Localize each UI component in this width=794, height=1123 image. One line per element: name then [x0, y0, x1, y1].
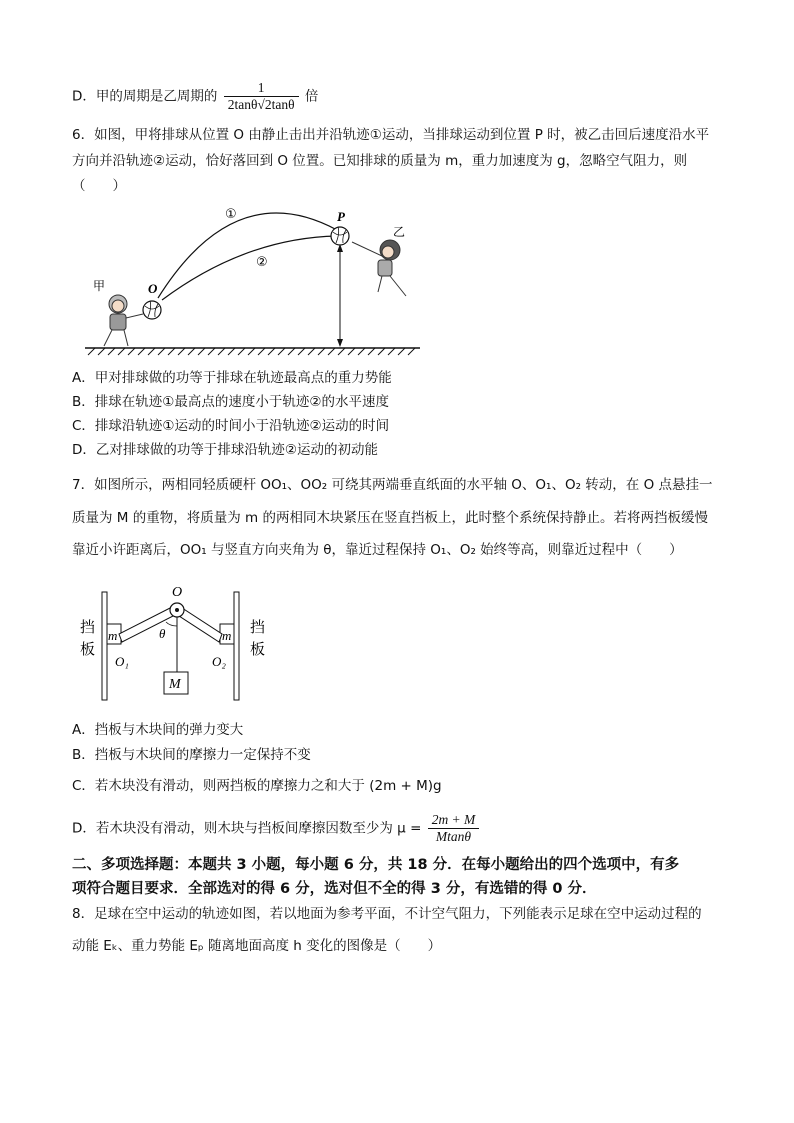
q6-stem-line-2: 方向并沿轨迹②运动，恰好落回到 O 位置。已知排球的质量为 m，重力加速度为 g，忽略空气阻力，则 — [72, 153, 688, 169]
section-2-header-line-2: 项符合题目要求．全部选对的得 6 分，选对但不全的得 3 分，有选错的得 0 分． — [72, 881, 597, 897]
section-2-header-line-1: 二、多项选择题：本题共 3 小题，每小题 6 分，共 18 分．在每小题给出的四个选项中，有多 — [72, 857, 680, 873]
label-board-right-1: 挡 — [250, 618, 266, 636]
label-jia: 甲 — [93, 279, 106, 293]
label-track-2: ② — [256, 255, 268, 270]
label-board-right-2: 板 — [250, 640, 266, 658]
q6-option-c: C．排球沿轨迹①运动的时间小于沿轨迹②运动的时间 — [72, 418, 390, 434]
girl-jia-icon — [104, 295, 143, 346]
pivot-o-dot — [175, 608, 179, 612]
label-theta: θ — [159, 626, 166, 641]
q7-rod-figure — [74, 580, 284, 710]
label-board-left-1: 挡 — [80, 618, 96, 636]
fraction-denominator: Mtanθ — [435, 829, 472, 844]
q7-stem-line-3: 靠近小许距离后，OO₁ 与竖直方向夹角为 θ，靠近过程保持 O₁、O₂ 始终等高，则靠近过程中（ ） — [72, 542, 683, 558]
fraction-numerator: 1 — [224, 80, 299, 97]
label-m-right: m — [222, 628, 232, 643]
height-arrow-head-bottom — [337, 339, 343, 347]
right-board — [234, 592, 239, 700]
trajectory-1 — [158, 213, 337, 298]
label-o: O — [172, 585, 183, 600]
label-o2: O₂ — [212, 654, 226, 669]
q6-option-b: B．排球在轨迹①最高点的速度小于轨迹②的水平速度 — [72, 394, 389, 410]
label-track-1: ① — [225, 207, 237, 222]
q7-option-d-label: D．若木块没有滑动，则木块与挡板间摩擦因数至少为 μ = — [72, 820, 422, 837]
q5-option-d-suffix: 倍 — [304, 88, 319, 105]
q6-option-d: D．乙对排球做的功等于排球沿轨迹②运动的初动能 — [72, 442, 378, 458]
q5-option-d-fraction — [224, 80, 299, 113]
q7-option-b: B．挡板与木块间的摩擦力一定保持不变 — [72, 747, 311, 763]
label-m-left: m — [108, 628, 118, 643]
q6-stem-line-1: 6．如图，甲将排球从位置 O 由静止击出并沿轨迹①运动，当排球运动到位置 P 时，被乙击回后速度沿水平 — [72, 127, 710, 143]
q8-stem-line-1: 8．足球在空中运动的轨迹如图，若以地面为参考平面，不计空气阻力，下列能表示足球在空中运动过程的 — [72, 906, 702, 922]
q7-option-a: A．挡板与木块间的弹力变大 — [72, 722, 244, 738]
label-board-left-2: 板 — [80, 640, 96, 658]
ground-hatching — [88, 348, 415, 355]
volleyball-o-icon — [143, 301, 161, 319]
q6-stem-line-3: （ ） — [72, 178, 126, 194]
q7-stem-line-2: 质量为 M 的重物，将质量为 m 的两相同木块紧压在竖直挡板上，此时整个系统保持静止。若将两挡板缓慢 — [72, 510, 708, 526]
label-p: P — [337, 209, 345, 224]
q5-option-d-label: D．甲的周期是乙周期的 — [72, 88, 218, 105]
girl-yi-icon — [352, 240, 406, 296]
q7-option-d-fraction — [428, 812, 480, 845]
q7-stem-line-1: 7．如图所示，两相同轻质硬杆 OO₁、OO₂ 可绕其两端垂直纸面的水平轴 O、O₁、O₂ 转动，在 O 点悬挂一 — [72, 477, 713, 493]
label-yi: 乙 — [393, 225, 406, 239]
q5-option-d — [72, 80, 318, 113]
q7-option-c: C．若木块没有滑动，则两挡板的摩擦力之和大于 (2m + M)g — [72, 778, 442, 794]
q8-stem-line-2: 动能 Eₖ、重力势能 Eₚ 随离地面高度 h 变化的图像是（ ） — [72, 938, 442, 954]
label-o: O — [148, 281, 158, 296]
q6-option-a: A．甲对排球做的功等于排球在轨迹最高点的重力势能 — [72, 370, 392, 386]
fraction-denominator: 2tanθ√2tanθ — [227, 97, 295, 112]
fraction-numerator: 2m + M — [428, 812, 480, 829]
angle-theta-arc — [166, 622, 177, 626]
label-big-m: M — [169, 677, 181, 692]
left-board — [102, 592, 107, 700]
q7-option-d — [72, 812, 481, 845]
label-o1: O₁ — [115, 654, 129, 669]
volleyball-p-icon — [331, 227, 349, 245]
q6-volleyball-figure — [80, 200, 430, 360]
trajectory-2 — [162, 236, 337, 300]
